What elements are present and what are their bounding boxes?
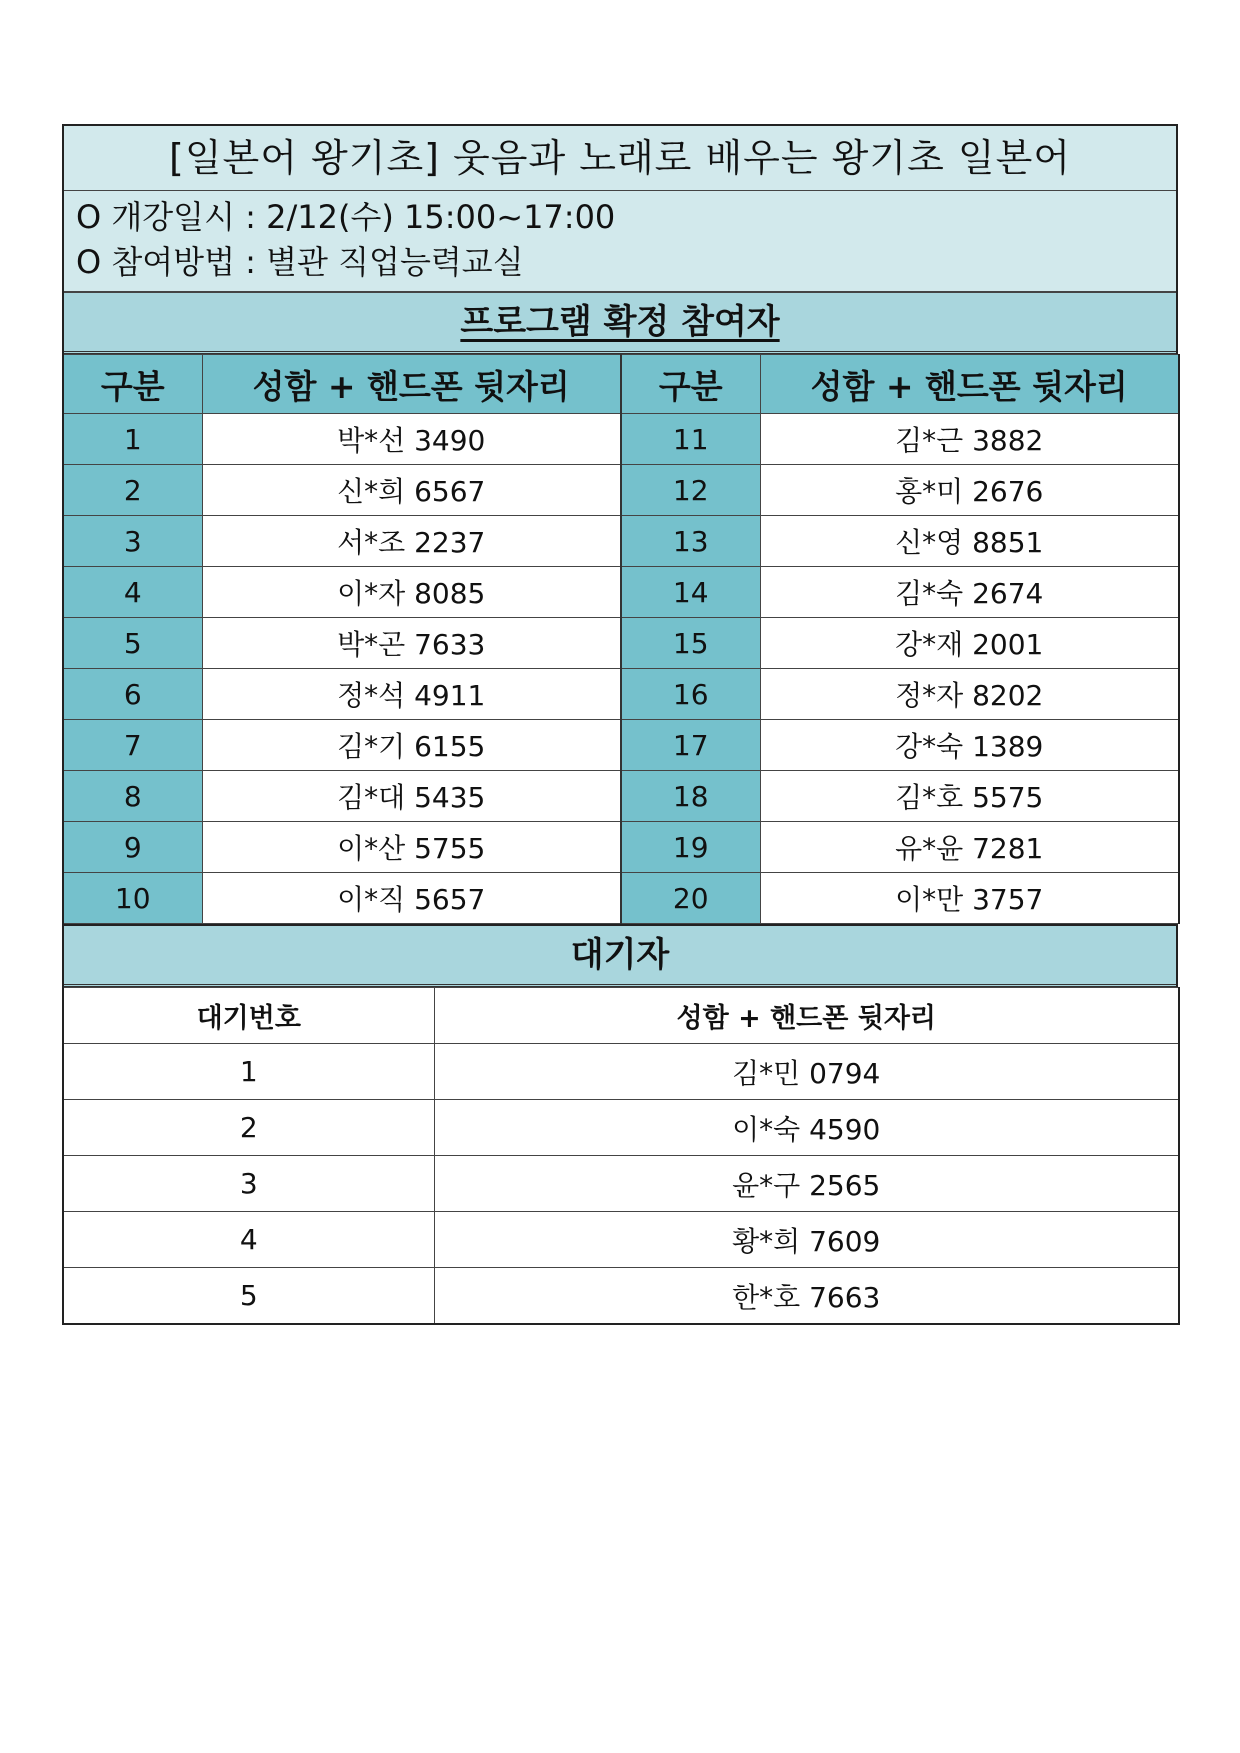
table-row xyxy=(63,669,1179,720)
participant-name: 정*자 8202 xyxy=(760,669,1179,720)
participant-name: 김*근 3882 xyxy=(760,414,1179,465)
col-header-no: 구분 xyxy=(621,355,760,414)
table-row xyxy=(63,1044,1179,1100)
row-number: 9 xyxy=(63,822,202,873)
waitlist-box xyxy=(62,924,1178,987)
wait-number: 4 xyxy=(63,1212,434,1268)
waitlist-table xyxy=(62,987,1180,1325)
waitlist-name: 김*민 0794 xyxy=(434,1044,1179,1100)
participant-name: 서*조 2237 xyxy=(202,516,621,567)
col-header-name: 성함 + 핸드폰 뒷자리 xyxy=(760,355,1179,414)
row-number: 10 xyxy=(63,873,202,924)
waitlist-name: 윤*구 2565 xyxy=(434,1156,1179,1212)
col-header-no: 구분 xyxy=(63,355,202,414)
row-number: 13 xyxy=(621,516,760,567)
row-number: 18 xyxy=(621,771,760,822)
row-number: 14 xyxy=(621,567,760,618)
row-number: 7 xyxy=(63,720,202,771)
info-location: O 참여방법 : 별관 직업능력교실 xyxy=(76,243,524,281)
wait-number: 5 xyxy=(63,1268,434,1325)
page-title: [일본어 왕기초] 웃음과 노래로 배우는 왕기초 일본어 xyxy=(64,126,1176,191)
confirmed-header-row xyxy=(63,355,1179,414)
row-number: 17 xyxy=(621,720,760,771)
row-number: 8 xyxy=(63,771,202,822)
waitlist-header-row xyxy=(63,988,1179,1044)
table-row xyxy=(63,618,1179,669)
row-number: 1 xyxy=(63,414,202,465)
table-row xyxy=(63,822,1179,873)
waitlist-name: 이*숙 4590 xyxy=(434,1100,1179,1156)
participant-name: 이*만 3757 xyxy=(760,873,1179,924)
waitlist-rows xyxy=(63,1044,1179,1325)
confirmed-rows xyxy=(63,414,1179,924)
participant-name: 김*대 5435 xyxy=(202,771,621,822)
participant-name: 신*희 6567 xyxy=(202,465,621,516)
table-row xyxy=(63,516,1179,567)
program-info xyxy=(64,191,1176,293)
row-number: 20 xyxy=(621,873,760,924)
row-number: 3 xyxy=(63,516,202,567)
participant-name: 정*석 4911 xyxy=(202,669,621,720)
table-row xyxy=(63,720,1179,771)
participant-name: 박*곤 7633 xyxy=(202,618,621,669)
participant-name: 홍*미 2676 xyxy=(760,465,1179,516)
participant-name: 박*선 3490 xyxy=(202,414,621,465)
row-number: 6 xyxy=(63,669,202,720)
participant-name: 유*윤 7281 xyxy=(760,822,1179,873)
table-row xyxy=(63,567,1179,618)
table-row xyxy=(63,873,1179,924)
wait-number: 1 xyxy=(63,1044,434,1100)
row-number: 15 xyxy=(621,618,760,669)
participant-sheet xyxy=(62,124,1178,1325)
wait-number: 3 xyxy=(63,1156,434,1212)
table-row xyxy=(63,1100,1179,1156)
confirmed-heading xyxy=(64,293,1176,354)
wait-number: 2 xyxy=(63,1100,434,1156)
row-number: 11 xyxy=(621,414,760,465)
row-number: 16 xyxy=(621,669,760,720)
table-row xyxy=(63,771,1179,822)
table-row xyxy=(63,1156,1179,1212)
waitlist-name: 한*호 7663 xyxy=(434,1268,1179,1325)
waitlist-name: 황*희 7609 xyxy=(434,1212,1179,1268)
row-number: 19 xyxy=(621,822,760,873)
participant-name: 김*호 5575 xyxy=(760,771,1179,822)
col-header-wait-no: 대기번호 xyxy=(63,988,434,1044)
table-row xyxy=(63,465,1179,516)
participant-name: 강*재 2001 xyxy=(760,618,1179,669)
table-row xyxy=(63,1268,1179,1325)
participant-name: 김*숙 2674 xyxy=(760,567,1179,618)
participant-name: 이*산 5755 xyxy=(202,822,621,873)
confirmed-heading-text: 프로그램 확정 참여자 xyxy=(460,302,780,342)
participant-name: 이*직 5657 xyxy=(202,873,621,924)
participant-name: 김*기 6155 xyxy=(202,720,621,771)
row-number: 4 xyxy=(63,567,202,618)
header-box xyxy=(62,124,1178,354)
participant-name: 신*영 8851 xyxy=(760,516,1179,567)
participant-name: 강*숙 1389 xyxy=(760,720,1179,771)
confirmed-table xyxy=(62,354,1180,924)
row-number: 2 xyxy=(63,465,202,516)
col-header-wait-name: 성함 + 핸드폰 뒷자리 xyxy=(434,988,1179,1044)
row-number: 12 xyxy=(621,465,760,516)
col-header-name: 성함 + 핸드폰 뒷자리 xyxy=(202,355,621,414)
row-number: 5 xyxy=(63,618,202,669)
table-row xyxy=(63,414,1179,465)
participant-name: 이*자 8085 xyxy=(202,567,621,618)
table-row xyxy=(63,1212,1179,1268)
waitlist-heading: 대기자 xyxy=(64,926,1176,987)
info-schedule: O 개강일시 : 2/12(수) 15:00~17:00 xyxy=(76,198,616,236)
